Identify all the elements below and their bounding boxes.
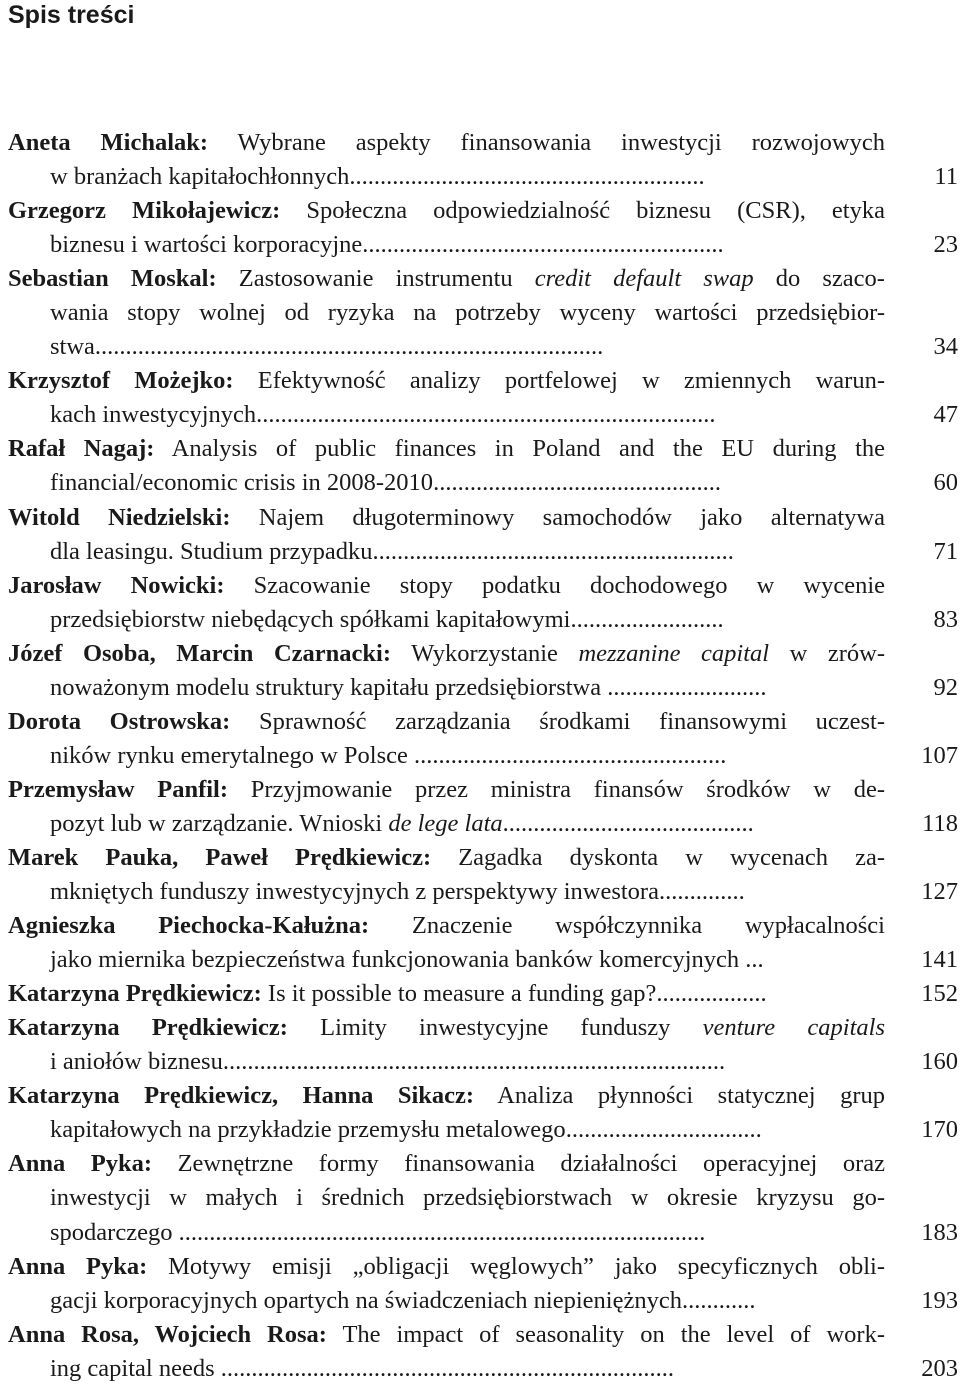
toc-entry-page-number: 183 <box>921 1218 958 1246</box>
toc-entry-page-number: 83 <box>933 605 958 633</box>
toc-entry[interactable] <box>8 773 958 841</box>
toc-entry[interactable] <box>8 432 958 500</box>
toc-entry-line <box>8 841 885 875</box>
toc-entry-text <box>8 364 885 432</box>
toc-entry-line <box>8 432 885 466</box>
toc-entry-title: financial/economic crisis in 2008-2010 <box>50 469 434 497</box>
toc-entry[interactable] <box>8 501 958 569</box>
toc-entry-line <box>8 943 885 977</box>
toc-entry[interactable] <box>8 1011 958 1079</box>
table-of-contents <box>8 126 958 1386</box>
toc-entry-authors: Katarzyna Prędkiewicz: <box>8 980 262 1008</box>
toc-entry-authors: Anna Rosa, Wojciech Rosa: <box>8 1320 327 1348</box>
toc-entry-title: kach inwestycyjnych <box>50 401 257 429</box>
toc-entry-text <box>8 909 885 977</box>
toc-entry-title: Zastosowanie instrumentu <box>216 265 535 293</box>
toc-entry-text <box>8 705 885 773</box>
toc-entry-authors: Katarzyna Prędkiewicz: <box>8 1014 288 1042</box>
toc-entry-title: Szacowanie stopy podatku dochodowego w wycenie <box>224 571 886 599</box>
toc-entry[interactable] <box>8 909 958 977</box>
toc-entry-leader-dots: .............. <box>658 878 745 906</box>
toc-entry-leader-dots: ........................................................... <box>362 231 724 259</box>
toc-entry-title: jako miernika bezpieczeństwa funkcjonowania banków komercyjnych <box>50 946 746 974</box>
toc-entry-title: Przyjmowanie przez ministra finansów środków w de- <box>228 775 885 803</box>
toc-entry-title: spodarczego <box>50 1218 179 1246</box>
toc-entry-title: stwa. <box>50 333 102 361</box>
toc-entry-page-number: 141 <box>921 946 958 974</box>
toc-entry-text <box>8 637 885 705</box>
toc-entry-line <box>8 1045 885 1079</box>
toc-entry-title: Wykorzystanie <box>391 639 579 667</box>
toc-entry-authors: Marek Pauka, Paweł Prędkiewicz: <box>8 843 432 871</box>
toc-entry-leader-dots: .................................................................................. <box>222 1048 726 1076</box>
toc-entry-line <box>8 1079 885 1113</box>
toc-entry-page-number: 47 <box>933 401 958 429</box>
toc-entry-leader-dots: ......................... <box>570 605 724 633</box>
toc-entry-line <box>8 671 885 705</box>
toc-entry-title: Motywy emisji „obligacji węglowych” jako specyficznych obli- <box>147 1252 885 1280</box>
toc-entry[interactable] <box>8 705 958 773</box>
toc-entry-page-number: 152 <box>921 980 958 1008</box>
toc-entry-leader-dots: ... <box>745 946 764 974</box>
toc-entry-leader-dots: ......................................... <box>502 809 754 837</box>
toc-entry[interactable] <box>8 262 958 364</box>
toc-entry-text <box>8 1147 885 1249</box>
page-title: Spis treści <box>8 1 135 29</box>
toc-entry-leader-dots: .......................................................... <box>349 163 705 191</box>
toc-entry-title: pozyt lub w zarządzanie. Wnioski <box>50 809 389 837</box>
toc-entry-text <box>8 1318 885 1386</box>
toc-entry-title-italic: venture capitals <box>702 1014 885 1042</box>
toc-entry-page-number: 170 <box>921 1116 958 1144</box>
toc-entry-authors: Krzysztof Możejko: <box>8 367 234 395</box>
toc-entry-line <box>8 1113 885 1147</box>
toc-entry-authors: Sebastian Moskal: <box>8 265 217 293</box>
toc-entry-text <box>8 841 885 909</box>
toc-entry-line <box>8 535 885 569</box>
toc-entry-title-italic: credit default swap <box>534 265 754 293</box>
toc-entry[interactable] <box>8 126 958 194</box>
toc-entry-line <box>8 501 885 535</box>
toc-entry-authors: Katarzyna Prędkiewicz, Hanna Sikacz: <box>8 1082 475 1110</box>
toc-entry[interactable] <box>8 977 958 1011</box>
toc-entry-authors: Przemysław Panfil: <box>8 775 229 803</box>
toc-entry-page-number: 11 <box>934 163 958 191</box>
toc-entry-authors: Agnieszka Piechocka-Kałużna: <box>8 912 370 940</box>
toc-entry-line <box>8 1284 885 1318</box>
toc-entry-leader-dots: ........................................................................... <box>256 401 716 429</box>
toc-entry-page-number: 71 <box>933 537 958 565</box>
toc-entry-authors: Jarosław Nowicki: <box>8 571 225 599</box>
toc-entry-line <box>8 705 885 739</box>
toc-entry-line <box>8 807 885 841</box>
toc-entry-authors: Anna Pyka: <box>8 1252 148 1280</box>
toc-entry-title: Limity inwestycyjne funduszy <box>287 1014 703 1042</box>
toc-entry[interactable] <box>8 194 958 262</box>
toc-entry-line <box>8 296 885 330</box>
toc-entry-line <box>8 466 885 500</box>
toc-entry-title: Zagadka dyskonta w wycenach za- <box>431 843 885 871</box>
toc-entry-line <box>8 1352 885 1386</box>
toc-entry-title: The impact of seasonality on the level of work- <box>326 1320 885 1348</box>
toc-entry-title: noważonym modelu struktury kapitału przedsiębiorstwa <box>50 673 608 701</box>
toc-entry-authors: Józef Osoba, Marcin Czarnacki: <box>8 639 391 667</box>
toc-entry-line <box>8 1250 885 1284</box>
toc-entry-page-number: 92 <box>933 673 958 701</box>
toc-entry-title: inwestycji w małych i średnich przedsiębiorstwach w okresie kryzysu go- <box>50 1184 885 1212</box>
toc-entry-text <box>8 569 885 637</box>
toc-entry-page-number: 34 <box>933 333 958 361</box>
toc-entry-page-number: 23 <box>933 231 958 259</box>
toc-entry-authors: Grzegorz Mikołajewicz: <box>8 197 281 225</box>
toc-entry[interactable] <box>8 841 958 909</box>
toc-entry-leader-dots: .......................... <box>607 673 767 701</box>
toc-entry-line <box>8 160 885 194</box>
toc-entry-line <box>8 1216 885 1250</box>
toc-entry-leader-dots: .................. <box>656 980 767 1008</box>
toc-entry-page-number: 203 <box>921 1354 958 1382</box>
toc-entry-line <box>8 1318 885 1352</box>
toc-entry-text <box>8 977 885 1011</box>
toc-entry-leader-dots: .................................................................................. <box>101 333 604 361</box>
toc-entry-line <box>8 1147 885 1181</box>
toc-entry-title: przedsiębiorstw niebędących spółkami kapitałowymi <box>50 605 571 633</box>
toc-entry-title: w branżach kapitałochłonnych <box>50 163 350 191</box>
toc-entry-title: i aniołów biznesu <box>50 1048 223 1076</box>
toc-entry-text <box>8 126 885 194</box>
toc-entry-line <box>8 126 885 160</box>
toc-entry-title: Efektywność analizy portfelowej w zmiennych warun- <box>233 367 885 395</box>
toc-entry-title: wania stopy wolnej od ryzyka na potrzeby wyceny wartości przedsiębior- <box>50 299 885 327</box>
toc-entry-leader-dots: ................................ <box>565 1116 762 1144</box>
toc-entry-page-number: 60 <box>933 469 958 497</box>
toc-entry-title: do szaco- <box>753 265 885 293</box>
toc-entry-page-number: 193 <box>921 1286 958 1314</box>
toc-entry-line <box>8 569 885 603</box>
toc-entry-leader-dots: ................................................... <box>414 741 727 769</box>
toc-entry-title: dla leasingu. Studium przypadku <box>50 537 373 565</box>
toc-entry-title: w zrów- <box>769 639 885 667</box>
toc-entry-line <box>8 1011 885 1045</box>
toc-entry[interactable] <box>8 1147 958 1249</box>
toc-entry-text <box>8 773 885 841</box>
toc-entry-line <box>8 228 885 262</box>
toc-entry-leader-dots: ...................................................................................... <box>178 1218 706 1246</box>
toc-entry-title-italic: mezzanine capital <box>578 639 770 667</box>
toc-entry-title: mkniętych funduszy inwestycyjnych z perspektywy inwestora <box>50 878 659 906</box>
toc-entry-line <box>8 909 885 943</box>
toc-entry-title: Zewnętrzne formy finansowania działalności operacyjnej oraz <box>152 1150 885 1178</box>
toc-entry-page-number: 107 <box>921 741 958 769</box>
toc-entry-text <box>8 194 885 262</box>
toc-entry-title: Is it possible to measure a funding gap? <box>261 980 657 1008</box>
toc-entry-authors: Dorota Ostrowska: <box>8 707 231 735</box>
toc-entry[interactable] <box>8 364 958 432</box>
toc-entry-title: ników rynku emerytalnego w Polsce <box>50 741 415 769</box>
toc-entry-title: Analysis of public finances in Poland and the EU during the <box>154 435 885 463</box>
toc-entry-text <box>8 432 885 500</box>
toc-entry-title: Sprawność zarządzania środkami finansowymi uczest- <box>230 707 885 735</box>
toc-entry-text <box>8 1011 885 1079</box>
toc-entry-title: Znaczenie współczynnika wypłacalności <box>369 912 885 940</box>
toc-entry-page-number: 127 <box>921 878 958 906</box>
toc-entry[interactable] <box>8 1318 958 1386</box>
toc-entry-line <box>8 194 885 228</box>
toc-entry-text <box>8 501 885 569</box>
toc-entry-title: gacji korporacyjnych opartych na świadczeniach niepieniężnych <box>50 1286 682 1314</box>
toc-entry[interactable] <box>8 569 958 637</box>
toc-entry-title: Analiza płynności statycznej grup <box>474 1082 885 1110</box>
toc-entry-line <box>8 875 885 909</box>
toc-entry-line <box>8 773 885 807</box>
toc-entry-line <box>8 262 885 296</box>
toc-entry[interactable] <box>8 637 958 705</box>
toc-entry-authors: Witold Niedzielski: <box>8 503 231 531</box>
toc-entry-line <box>8 364 885 398</box>
toc-entry-line <box>8 739 885 773</box>
toc-entry-leader-dots: ............ <box>681 1286 756 1314</box>
toc-entry-title-italic: de lege lata <box>388 809 503 837</box>
toc-entry-page-number: 118 <box>922 809 958 837</box>
toc-entry-leader-dots: .......................................................................... <box>220 1354 675 1382</box>
toc-entry-text <box>8 1079 885 1147</box>
toc-entry-line <box>8 330 885 364</box>
toc-entry-authors: Anna Pyka: <box>8 1150 153 1178</box>
toc-entry-title: kapitałowych na przykładzie przemysłu metalowego <box>50 1116 566 1144</box>
toc-entry-text <box>8 262 885 364</box>
toc-entry-title: Społeczna odpowiedzialność biznesu (CSR), etyka <box>280 197 885 225</box>
toc-entry-line <box>8 603 885 637</box>
toc-entry-title: Najem długoterminowy samochodów jako alternatywa <box>230 503 885 531</box>
toc-entry-authors: Rafał Nagaj: <box>8 435 155 463</box>
toc-entry[interactable] <box>8 1250 958 1318</box>
toc-entry-title: Wybrane aspekty finansowania inwestycji rozwojowych <box>208 129 886 156</box>
toc-entry-leader-dots: ............................................... <box>433 469 721 497</box>
toc-entry-line <box>8 398 885 432</box>
toc-entry-text <box>8 1250 885 1318</box>
toc-entry-page-number: 160 <box>921 1048 958 1076</box>
toc-entry-title: ing capital needs <box>50 1354 221 1382</box>
toc-entry[interactable] <box>8 1079 958 1147</box>
toc-entry-line <box>8 637 885 671</box>
toc-entry-authors: Aneta Michalak: <box>8 129 209 156</box>
toc-entry-title: biznesu i wartości korporacyjne <box>50 231 363 259</box>
toc-entry-leader-dots: ........................................................... <box>372 537 734 565</box>
toc-entry-line <box>8 1181 885 1215</box>
toc-entry-line <box>8 977 885 1011</box>
